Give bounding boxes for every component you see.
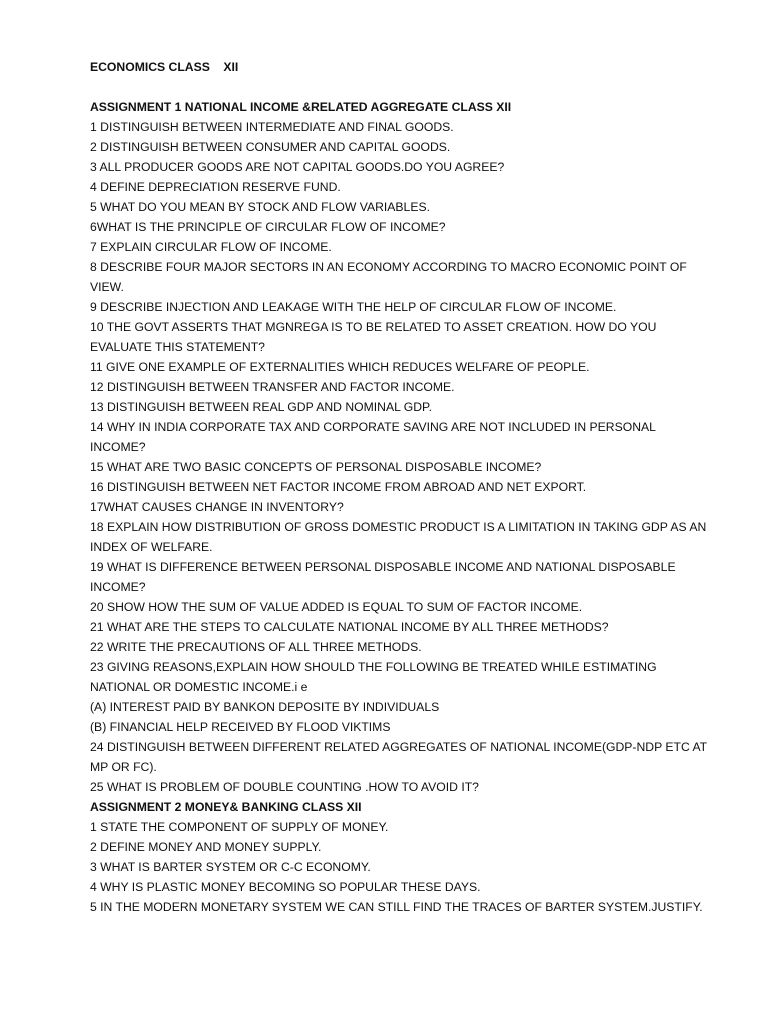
question-line: 21 WHAT ARE THE STEPS TO CALCULATE NATIONAL INCOME BY ALL THREE METHODS? (90, 620, 609, 634)
question-line: 11 GIVE ONE EXAMPLE OF EXTERNALITIES WHICH REDUCES WELFARE OF PEOPLE. (90, 360, 590, 374)
question-line: 18 EXPLAIN HOW DISTRIBUTION OF GROSS DOMESTIC PRODUCT IS A LIMITATION IN TAKING GDP AS AN (90, 520, 707, 534)
question-line: (B) FINANCIAL HELP RECEIVED BY FLOOD VIKTIMS (90, 720, 391, 734)
question-line: 2 DEFINE MONEY AND MONEY SUPPLY. (90, 840, 322, 854)
question-line: 13 DISTINGUISH BETWEEN REAL GDP AND NOMINAL GDP. (90, 400, 433, 414)
assignment-2-questions (90, 817, 730, 917)
question-line: 10 THE GOVT ASSERTS THAT MGNREGA IS TO BE RELATED TO ASSET CREATION. HOW DO YOU (90, 320, 657, 334)
question-line: 14 WHY IN INDIA CORPORATE TAX AND CORPORATE SAVING ARE NOT INCLUDED IN PERSONAL (90, 420, 656, 434)
question-line: 9 DESCRIBE INJECTION AND LEAKAGE WITH THE HELP OF CIRCULAR FLOW OF INCOME. (90, 300, 617, 314)
question-line: (A) INTEREST PAID BY BANKON DEPOSITE BY INDIVIDUALS (90, 700, 440, 714)
document-header: ECONOMICS CLASS XII (90, 60, 239, 74)
question-line: 12 DISTINGUISH BETWEEN TRANSFER AND FACTOR INCOME. (90, 380, 455, 394)
question-line: 5 IN THE MODERN MONETARY SYSTEM WE CAN STILL FIND THE TRACES OF BARTER SYSTEM.JUSTIFY. (90, 900, 703, 914)
question-line: 7 EXPLAIN CIRCULAR FLOW OF INCOME. (90, 240, 332, 254)
question-line: 16 DISTINGUISH BETWEEN NET FACTOR INCOME FROM ABROAD AND NET EXPORT. (90, 480, 587, 494)
document-body (90, 57, 730, 917)
question-line: 8 DESCRIBE FOUR MAJOR SECTORS IN AN ECONOMY ACCORDING TO MACRO ECONOMIC POINT OF (90, 260, 687, 274)
question-line: 4 WHY IS PLASTIC MONEY BECOMING SO POPULAR THESE DAYS. (90, 880, 481, 894)
assignment-1-questions (90, 117, 730, 797)
question-line: MP OR FC). (90, 760, 157, 774)
question-line: NATIONAL OR DOMESTIC INCOME.i e (90, 680, 308, 694)
question-line: 25 WHAT IS PROBLEM OF DOUBLE COUNTING .HOW TO AVOID IT? (90, 780, 479, 794)
question-line: 1 STATE THE COMPONENT OF SUPPLY OF MONEY. (90, 820, 389, 834)
question-line: 22 WRITE THE PRECAUTIONS OF ALL THREE METHODS. (90, 640, 422, 654)
question-line: 17WHAT CAUSES CHANGE IN INVENTORY? (90, 500, 344, 514)
question-line: 4 DEFINE DEPRECIATION RESERVE FUND. (90, 180, 341, 194)
question-line: 15 WHAT ARE TWO BASIC CONCEPTS OF PERSONAL DISPOSABLE INCOME? (90, 460, 542, 474)
question-line: 23 GIVING REASONS,EXPLAIN HOW SHOULD THE FOLLOWING BE TREATED WHILE ESTIMATING (90, 660, 657, 674)
question-line: 1 DISTINGUISH BETWEEN INTERMEDIATE AND FINAL GOODS. (90, 120, 454, 134)
question-line: INCOME? (90, 440, 146, 454)
question-line: 2 DISTINGUISH BETWEEN CONSUMER AND CAPITAL GOODS. (90, 140, 451, 154)
question-line: 5 WHAT DO YOU MEAN BY STOCK AND FLOW VARIABLES. (90, 200, 430, 214)
question-line: 6WHAT IS THE PRINCIPLE OF CIRCULAR FLOW OF INCOME? (90, 220, 446, 234)
question-line: 3 WHAT IS BARTER SYSTEM OR C-C ECONOMY. (90, 860, 371, 874)
question-line: 20 SHOW HOW THE SUM OF VALUE ADDED IS EQUAL TO SUM OF FACTOR INCOME. (90, 600, 583, 614)
question-line: INDEX OF WELFARE. (90, 540, 213, 554)
spacer (90, 77, 730, 97)
question-line: 3 ALL PRODUCER GOODS ARE NOT CAPITAL GOODS.DO YOU AGREE? (90, 160, 505, 174)
assignment-2-title: ASSIGNMENT 2 MONEY& BANKING CLASS XII (90, 800, 362, 814)
question-line: INCOME? (90, 580, 146, 594)
question-line: VIEW. (90, 280, 124, 294)
question-line: EVALUATE THIS STATEMENT? (90, 340, 265, 354)
question-line: 24 DISTINGUISH BETWEEN DIFFERENT RELATED AGGREGATES OF NATIONAL INCOME(GDP-NDP ETC AT (90, 740, 708, 754)
assignment-1-title: ASSIGNMENT 1 NATIONAL INCOME &RELATED AGGREGATE CLASS XII (90, 100, 512, 114)
question-line: 19 WHAT IS DIFFERENCE BETWEEN PERSONAL DISPOSABLE INCOME AND NATIONAL DISPOSABLE (90, 560, 676, 574)
